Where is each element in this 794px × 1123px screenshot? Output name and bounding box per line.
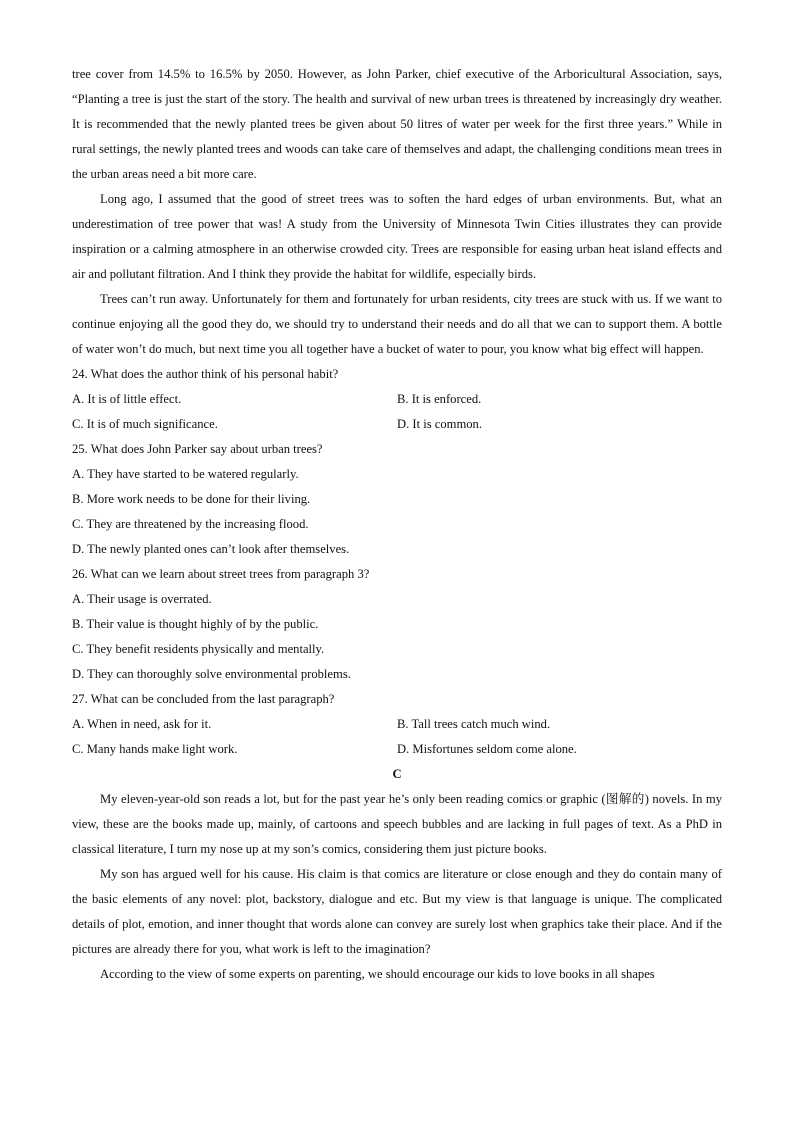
option-row bbox=[72, 412, 722, 437]
option-c: C. They are threatened by the increasing flood. bbox=[72, 517, 309, 531]
passage-c-heading: C bbox=[392, 767, 402, 781]
option-row bbox=[72, 737, 722, 762]
option-d: D. Misfortunes seldom come alone. bbox=[397, 742, 577, 756]
question-26 bbox=[72, 562, 722, 687]
question-25 bbox=[72, 437, 722, 562]
question-stem: 26. What can we learn about street trees from paragraph 3? bbox=[72, 567, 370, 581]
option-d: D. It is common. bbox=[397, 417, 483, 431]
option-b: B. Tall trees catch much wind. bbox=[397, 717, 551, 731]
question-24 bbox=[72, 362, 722, 437]
option-d: D. They can thoroughly solve environmental problems. bbox=[72, 667, 351, 681]
option-row bbox=[72, 712, 722, 737]
option-b: B. More work needs to be done for their living. bbox=[72, 492, 311, 506]
question-27 bbox=[72, 687, 722, 762]
passage-b-paragraph-3: Trees can’t run away. Unfortunately for them and fortunately for urban residents, city trees are stuck with us. If we want to continue enjoying all the good they do, we should try to understand their needs and do all that we can to support them. A bottle of water won’t do much, but next time you all together have a bucket of water to pour, you know what big effect will happen. bbox=[72, 292, 722, 356]
passage-b-paragraph-2: Long ago, I assumed that the good of street trees was to soften the hard edges of urban environments. But, what an underestimation of tree power that was! A study from the University of Minnesota Twin Cities illustrates they can provide inspiration or a calming atmosphere in an otherwise crowded city. Trees are responsible for easing urban heat island effects and air and pollutant filtration. And I think they provide the habitat for wildlife, especially birds. bbox=[72, 192, 722, 281]
option-a: A. When in need, ask for it. bbox=[72, 717, 212, 731]
exam-page bbox=[72, 62, 722, 987]
passage-c-paragraph-2: My son has argued well for his cause. His claim is that comics are literature or close enough and they do contain many of the basic elements of any novel: plot, backstory, dialogue and etc. But my view is that language is unique. The complicated details of plot, emotion, and inner thought that words alone can convey are surely lost when graphics take their place. And if the pictures are already there for you, what work is left to the imagination? bbox=[72, 867, 722, 956]
question-stem: 25. What does John Parker say about urban trees? bbox=[72, 442, 323, 456]
option-c: C. Many hands make light work. bbox=[72, 742, 238, 756]
option-a: A. It is of little effect. bbox=[72, 392, 182, 406]
option-row bbox=[72, 387, 722, 412]
option-b: B. Their value is thought highly of by the public. bbox=[72, 617, 319, 631]
option-d: D. The newly planted ones can’t look after themselves. bbox=[72, 542, 350, 556]
option-c: C. It is of much significance. bbox=[72, 417, 218, 431]
option-a: A. Their usage is overrated. bbox=[72, 592, 212, 606]
passage-c-paragraph-1: My eleven-year-old son reads a lot, but for the past year he’s only been reading comics or graphic (图解的) novels. In my view, these are the books made up, mainly, of cartoons and speech bubbles and are lacking in full pages of text. As a PhD in classical literature, I turn my nose up at my son’s comics, considering them just picture books. bbox=[72, 792, 722, 856]
option-b: B. It is enforced. bbox=[397, 392, 482, 406]
question-stem: 27. What can be concluded from the last paragraph? bbox=[72, 692, 335, 706]
passage-b-paragraph-1: tree cover from 14.5% to 16.5% by 2050. However, as John Parker, chief executive of the Arboricultural Association, says, “Planting a tree is just the start of the story. The health and survival of new urban trees is threatened by increasingly dry weather. It is recommended that the newly planted trees be given about 50 litres of water per week for the first three years.” While in rural settings, the newly planted trees and woods can take care of themselves and adapt, the challenging conditions mean trees in the urban areas need a bit more care. bbox=[72, 67, 722, 181]
option-c: C. They benefit residents physically and mentally. bbox=[72, 642, 325, 656]
question-stem: 24. What does the author think of his personal habit? bbox=[72, 367, 339, 381]
option-a: A. They have started to be watered regularly. bbox=[72, 467, 299, 481]
passage-c-paragraph-3: According to the view of some experts on parenting, we should encourage our kids to love books in all shapes bbox=[100, 967, 655, 981]
